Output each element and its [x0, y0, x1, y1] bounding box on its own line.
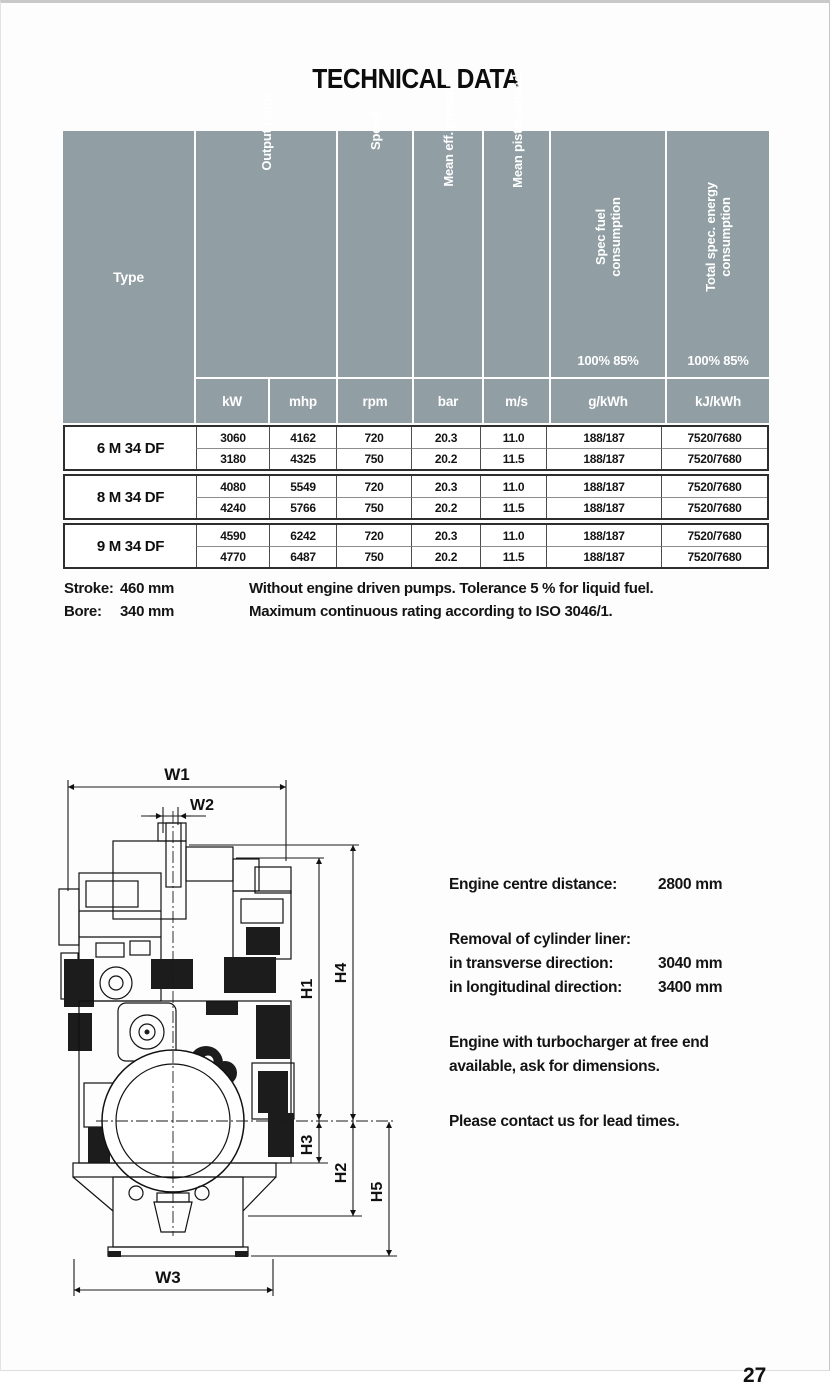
cell-mhp: 6242 [269, 525, 336, 546]
turbocharger-note-line1: Engine with turbocharger at free end [449, 1034, 709, 1051]
dim-label-h3: H3 [299, 1134, 316, 1156]
page-number: 27 [743, 1364, 767, 1387]
cell-rpm: 750 [336, 448, 411, 469]
bore-value: 340 mm [120, 603, 175, 620]
cell-gkwh: 188/187 [546, 427, 661, 448]
cell-rpm: 720 [336, 427, 411, 448]
header-mean-piston-speed [484, 74, 549, 377]
header-output-range-label: Output range [258, 91, 274, 171]
cell-ms: 11.5 [480, 546, 546, 567]
unit-kjkwh: kJ/kWh [667, 379, 769, 423]
cell-bar: 20.3 [411, 427, 480, 448]
cell-kw: 4240 [196, 497, 269, 518]
unit-mhp: mhp [270, 379, 336, 423]
table-row-group-8m34df [63, 474, 769, 520]
rating-notes [249, 577, 769, 623]
cell-bar: 20.3 [411, 476, 480, 497]
cell-rpm: 720 [336, 525, 411, 546]
stroke-value: 460 mm [120, 580, 175, 597]
header-type-label: Type [113, 269, 144, 285]
unit-kw: kW [196, 379, 268, 423]
cell-kw: 3060 [196, 427, 269, 448]
header-speed [338, 112, 412, 377]
rating-note-line2: Maximum continuous rating according to ISO 3046/1. [249, 603, 613, 620]
unit-bar: bar [414, 379, 482, 423]
header-spec-fuel-load-points: 100% 85% [577, 352, 639, 368]
bore-label: Bore: [64, 603, 102, 620]
dim-label-w1: W1 [164, 765, 190, 784]
engine-type: 8 M 34 DF [96, 488, 165, 506]
engine-outline [59, 811, 396, 1257]
longitudinal-direction-value: 3400 mm [658, 979, 723, 996]
header-speed-label: Speed [367, 112, 383, 151]
cell-mhp: 5549 [269, 476, 336, 497]
dim-label-h5: H5 [369, 1181, 386, 1203]
transverse-direction-value: 3040 mm [658, 955, 723, 972]
cell-kjkwh: 7520/7680 [661, 427, 767, 448]
cell-kjkwh: 7520/7680 [661, 546, 767, 567]
engine-centre-distance-row [449, 873, 799, 897]
header-total-energy-consumption [667, 131, 769, 377]
header-type [63, 131, 194, 423]
header-total-energy-line2: consumption [718, 197, 733, 277]
turbocharger-note-line2: available, ask for dimensions. [449, 1058, 660, 1075]
header-mean-eff-pressure-label: Mean eff. pressure [440, 75, 456, 187]
cell-gkwh: 188/187 [546, 448, 661, 469]
header-total-energy-line1: Total spec. energy [703, 182, 718, 292]
header-spec-fuel-line2: consumption [608, 197, 623, 277]
engine-type: 6 M 34 DF [96, 439, 165, 457]
header-total-energy-load-points: 100% 85% [687, 352, 749, 368]
dimension-info-block [449, 873, 799, 1134]
header-mean-eff-pressure [414, 75, 482, 377]
cell-mhp: 4325 [269, 448, 336, 469]
header-spec-fuel-consumption [551, 131, 665, 377]
cell-bar: 20.2 [411, 448, 480, 469]
engine-centre-distance-label: Engine centre distance: [449, 876, 617, 893]
cell-bar: 20.2 [411, 546, 480, 567]
cell-rpm: 720 [336, 476, 411, 497]
dim-label-w2: W2 [190, 797, 214, 814]
cell-kjkwh: 7520/7680 [661, 525, 767, 546]
cell-kjkwh: 7520/7680 [661, 497, 767, 518]
cell-ms: 11.5 [480, 497, 546, 518]
cell-bar: 20.2 [411, 497, 480, 518]
table-row-group-9m34df [63, 523, 769, 569]
engine-centre-distance-value: 2800 mm [658, 876, 723, 893]
transverse-direction-label: in transverse direction: [449, 955, 614, 972]
cell-ms: 11.0 [480, 427, 546, 448]
cell-rpm: 750 [336, 546, 411, 567]
stroke-label: Stroke: [64, 580, 114, 597]
transverse-direction-row [449, 952, 799, 976]
cell-kjkwh: 7520/7680 [661, 476, 767, 497]
header-spec-fuel-line1: Spec fuel [593, 209, 608, 265]
rating-note-line1: Without engine driven pumps. Tolerance 5 % for liquid fuel. [249, 580, 654, 597]
unit-gkwh: g/kWh [551, 379, 665, 423]
cell-gkwh: 188/187 [546, 497, 661, 518]
header-output-range [196, 91, 336, 377]
engine-type: 9 M 34 DF [96, 537, 165, 555]
dim-label-w3: W3 [155, 1268, 181, 1287]
cell-kw: 4080 [196, 476, 269, 497]
page-title: TECHNICAL DATA [312, 63, 520, 94]
cell-kjkwh: 7520/7680 [661, 448, 767, 469]
header-mean-piston-speed-label: Mean piston speed [509, 74, 524, 188]
cell-kw: 4590 [196, 525, 269, 546]
cell-mhp: 6487 [269, 546, 336, 567]
engine-dimension-drawing [56, 761, 401, 1321]
unit-ms: m/s [484, 379, 549, 423]
stroke-bore-notes [64, 577, 174, 623]
cell-ms: 11.0 [480, 525, 546, 546]
lead-times-note: Please contact us for lead times. [449, 1113, 680, 1130]
dim-label-h2: H2 [333, 1162, 350, 1184]
cell-gkwh: 188/187 [546, 546, 661, 567]
cell-ms: 11.0 [480, 476, 546, 497]
cell-gkwh: 188/187 [546, 525, 661, 546]
cell-mhp: 5766 [269, 497, 336, 518]
dim-label-h1: H1 [299, 978, 316, 1000]
cell-gkwh: 188/187 [546, 476, 661, 497]
table-row-group-6m34df [63, 425, 769, 471]
cell-kw: 3180 [196, 448, 269, 469]
cell-rpm: 750 [336, 497, 411, 518]
cell-kw: 4770 [196, 546, 269, 567]
longitudinal-direction-row [449, 976, 799, 1000]
longitudinal-direction-label: in longitudinal direction: [449, 979, 623, 996]
liner-removal-title: Removal of cylinder liner: [449, 931, 631, 948]
dim-label-h4: H4 [333, 962, 350, 984]
cell-bar: 20.3 [411, 525, 480, 546]
unit-rpm: rpm [338, 379, 412, 423]
cell-mhp: 4162 [269, 427, 336, 448]
cell-ms: 11.5 [480, 448, 546, 469]
